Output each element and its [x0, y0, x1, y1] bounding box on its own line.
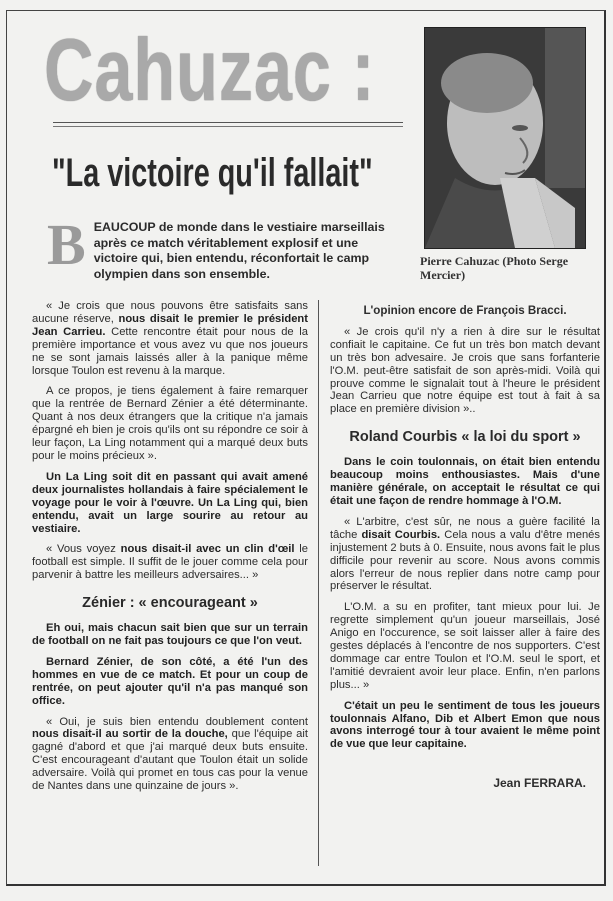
section-title-zenier: Zénier : « encourageant »	[82, 595, 258, 612]
paragraph: Dans le coin toulonnais, on était bien entendu beaucoup moins enthousiastes. Mais d'une manière générale, on acceptait le résultat ce qui était une façon de rendre hommage à l'O.M.	[330, 456, 600, 507]
section-title-courbis: Roland Courbis « la loi du sport »	[349, 429, 581, 446]
paragraph: A ce propos, je tiens également à faire remarquer que la rentrée de Bernard Zénier a été déterminante. Quant à nos deux étrangers que la critique n'a jamais épargné eh bien je crois qu'ils ont su répondre ce soir à leur façon, La Ling notamment qui a marqué deux buts pour le moins précieux ».	[32, 385, 308, 462]
paragraph: « L'arbitre, c'est sûr, ne nous a guère facilité la tâche disait Courbis. Cela nous a valu d'être menés injustement 2 buts à 0. Ensuite, nous avons fait le plus difficile pour revenir au score. Nous avons commis alors l'erreur de nous replier dans notre camp pour préserver le résultat.	[330, 515, 600, 593]
paragraph: Bernard Zénier, de son côté, a été l'un des hommes en vue de ce match. Et pour un coup de rentrée, on peut ajouter qu'il n'a pas manqué son office.	[32, 655, 308, 707]
right-column	[330, 305, 600, 790]
dropcap: B	[47, 212, 86, 277]
paragraph: « Je crois que nous pouvons être satisfaits sans aucune réserve, nous disait le premier le président Jean Carrieu. Cette rencontre était pour nous de la première importance et vous avez vu que nos joueurs ne se sont jamais laissés aller à la panique même lorsque Toulon est revenu à la marque.	[32, 300, 309, 377]
column-divider	[318, 300, 319, 866]
kicker-bracci: L'opinion encore de François Bracci.	[363, 304, 567, 317]
paragraph: « Oui, je suis bien entendu doublement content nous disait-il au sortir de la douche, que l'équipe ait gagné d'abord et que j'ai marqué deux buts ensuite. C'est encourageant d'autant que Toulon était un solide adversaire. Voilà qui promet en tous cas pour la venue de Nantes dans une quinzaine de jours ».	[32, 715, 308, 793]
paragraph: L'O.M. a su en profiter, tant mieux pour lui. Je regrette simplement qu'un joueur marseillais, José Anigo en l'occurence, se soit laisser aller à faire des gestes déplacés à l'encontre de nos supporters. C'est dommage car entre Toulon et l'O.M. seul le sport, et l'amitié devraient avoir leur place. Enfin, n'en parlons plus... »	[330, 601, 600, 691]
lede-paragraph	[47, 212, 387, 282]
author-signature: Jean FERRARA.	[493, 776, 586, 791]
paragraph: Un La Ling soit dit en passant qui avait amené deux journalistes hollandais à faire spécialement le voyage pour le voir à l'œuvre. Un La Ling qui, bien entendu, avait un large sourire au retour au vestiaire.	[32, 470, 308, 535]
headline: Cahuzac :	[44, 20, 376, 119]
lede-text: EAUCOUP de monde dans le vestiaire marseillais après ce match véritablement explosif et une victoire qui, bien entendu, réconfortait le camp olympien dans son ensemble.	[93, 220, 385, 281]
headline-underline	[53, 122, 403, 127]
paragraph: C'était un peu le sentiment de tous les joueurs toulonnais Alfano, Dib et Albert Emon que nous avons interrogé tour à tour avaient le même point de vue que leur capitaine.	[330, 699, 600, 751]
portrait-photo	[424, 27, 586, 249]
paragraph: « Je crois qu'il n'y a rien à dire sur le résultat confiait le capitaine. Ce fut un très bon match devant un très bon advesaire. Je crois que sans forfanterie l'O.M. peut-être satisfait de son après-midi. Voilà qui prouve comme le signalait tout à l'heure le président Jean Carrieu que notre équipe est tout à fait à sa place en première division »..	[330, 325, 600, 416]
paragraph: Eh oui, mais chacun sait bien que sur un terrain de football on ne fait pas toujours ce que l'on veut.	[32, 622, 308, 648]
subheadline: "La victoire qu'il fallait"	[52, 151, 373, 195]
portrait-illustration	[425, 28, 585, 248]
left-column	[32, 300, 308, 801]
paragraph: « Vous voyez nous disait-il avec un clin d'œil le football est simple. Il suffit de le jouer comme cela pour parvenir à battre les meilleurs adversaires... »	[32, 543, 308, 582]
photo-caption: Pierre Cahuzac (Photo Serge Mercier)	[420, 254, 569, 282]
